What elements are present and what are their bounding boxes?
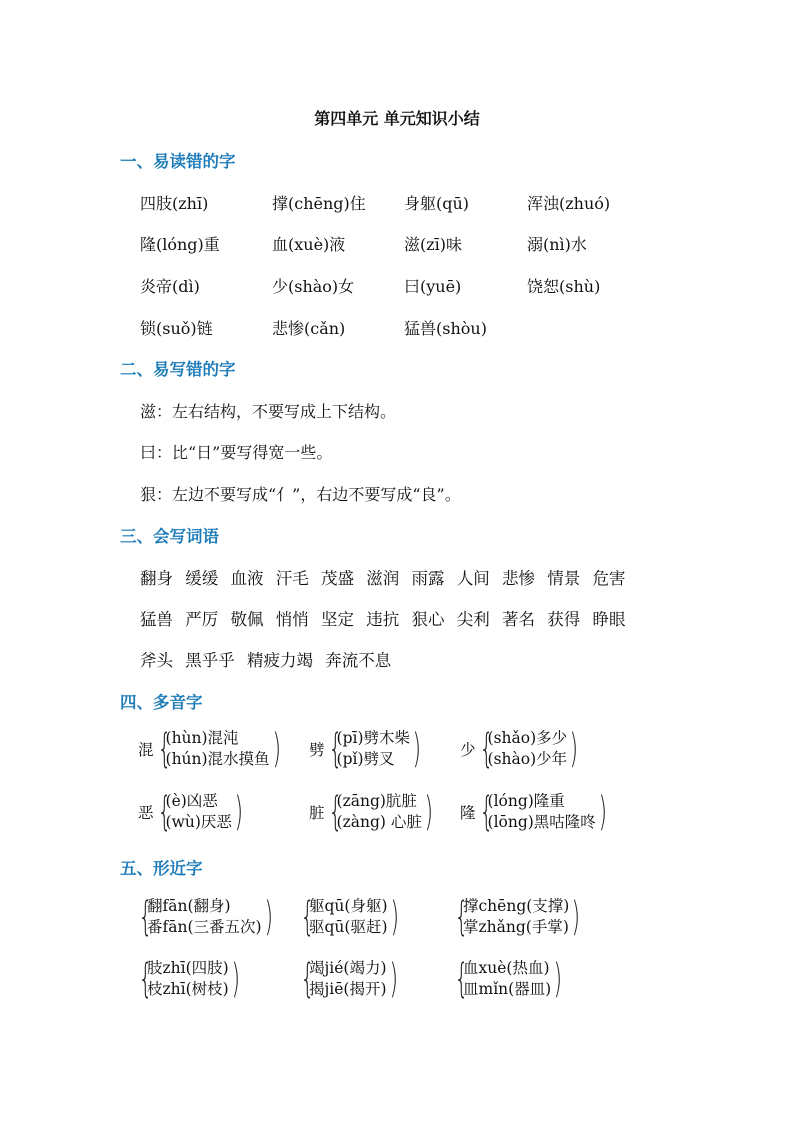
left-brace: { — [327, 789, 342, 835]
list-item: 血(xuè)液 — [272, 235, 346, 254]
left-brace: { — [156, 789, 171, 835]
similar-char-row: 翻fān(翻身) — [147, 897, 231, 915]
right-paren: ) — [412, 726, 422, 772]
list-item: 滋(zī)味 — [404, 235, 463, 254]
polyphone-reading: (zàng) 心脏 — [336, 813, 422, 831]
polyphone-reading: (hún)混水摸鱼 — [165, 750, 270, 768]
left-brace: { — [138, 894, 153, 940]
list-item: 四肢(zhī) — [140, 194, 209, 213]
left-brace: { — [478, 726, 493, 772]
polyphone-reading: (shào)少年 — [487, 750, 568, 768]
list-item: 隆(lóng)重 — [140, 235, 220, 254]
polyphone-char: 隆 — [460, 804, 476, 822]
similar-char-group — [452, 896, 580, 938]
right-paren: ) — [389, 956, 398, 1002]
similar-char-row: 揭jiē(揭开) — [309, 980, 387, 998]
right-paren: ) — [553, 956, 563, 1002]
similar-char-row: 掌zhǎng(手掌) — [463, 918, 569, 936]
list-item: 悲惨(cǎn) — [272, 319, 346, 338]
list-item: 曰(yuē) — [404, 277, 462, 296]
note-line: 狠：左边不要写成“亻”，右边不要写成“良”。 — [140, 485, 461, 504]
list-item: 猛兽(shòu) — [404, 319, 487, 338]
right-paren: ) — [598, 789, 607, 835]
polyphone-char: 恶 — [138, 804, 154, 822]
polyphone-reading: (è)凶恶 — [165, 792, 218, 810]
left-brace: { — [300, 894, 315, 940]
page-title: 第四单元 单元知识小结 — [314, 109, 480, 128]
similar-char-row: 血xuè(热血) — [463, 959, 550, 977]
polyphone-reading: (hùn)混沌 — [165, 729, 239, 747]
section-heading-similar-chars: 五、形近字 — [120, 859, 203, 878]
word-line: 翻身 缓缓 血液 汗毛 茂盛 滋润 雨露 人间 悲惨 情景 危害 — [140, 569, 626, 588]
similar-char-group — [136, 896, 273, 938]
similar-char-row: 枝zhī(树枝) — [147, 980, 229, 998]
polyphone-reading: (wù)厌恶 — [165, 813, 232, 831]
section-heading-misread: 一、易读错的字 — [120, 152, 236, 171]
list-item: 锁(suǒ)链 — [140, 319, 213, 338]
similar-char-row: 皿mǐn(器皿) — [463, 980, 552, 998]
polyphone-group — [138, 728, 281, 770]
section-heading-words: 三、会写词语 — [120, 527, 219, 546]
right-paren: ) — [424, 789, 433, 835]
similar-char-row: 番fān(三番五次) — [147, 918, 262, 936]
similar-char-group — [136, 958, 240, 1000]
list-item: 浑浊(zhuó) — [527, 194, 611, 213]
polyphone-group — [460, 791, 607, 833]
left-brace: { — [138, 956, 153, 1002]
right-paren: ) — [571, 894, 581, 940]
right-paren: ) — [231, 956, 240, 1002]
polyphone-reading: (lóng)隆重 — [487, 792, 565, 810]
note-line: 滋：左右结构，不要写成上下结构。 — [140, 402, 397, 421]
similar-char-row: 肢zhī(四肢) — [147, 959, 229, 977]
right-paren: ) — [389, 894, 399, 940]
list-item: 撑(chēng)住 — [272, 194, 366, 213]
polyphone-reading: (lōng)黑咕隆咚 — [487, 813, 596, 831]
polyphone-reading: (zāng)肮脏 — [336, 792, 417, 810]
word-line: 斧头 黑乎乎 精疲力竭 奔流不息 — [140, 651, 392, 670]
right-paren: ) — [234, 789, 243, 835]
list-item: 炎帝(dì) — [140, 277, 200, 296]
polyphone-char: 混 — [138, 741, 154, 759]
similar-char-row: 竭jié(竭力) — [309, 959, 387, 977]
polyphone-reading: (shǎo)多少 — [487, 729, 568, 747]
list-item: 溺(nì)水 — [527, 235, 587, 254]
left-brace: { — [300, 956, 315, 1002]
right-paren: ) — [272, 726, 281, 772]
polyphone-char: 少 — [460, 741, 476, 759]
similar-char-row: 驱qū(驱赶) — [309, 918, 388, 936]
left-brace: { — [156, 726, 171, 772]
section-heading-miswritten: 二、易写错的字 — [120, 360, 236, 379]
right-paren: ) — [569, 726, 579, 772]
list-item: 身躯(qū) — [404, 194, 470, 213]
section-heading-polyphones: 四、多音字 — [120, 693, 203, 712]
list-item: 饶恕(shù) — [527, 277, 601, 296]
note-line: 曰：比“日”要写得宽一些。 — [140, 443, 333, 462]
polyphone-group — [309, 791, 433, 833]
similar-char-row: 躯qū(身躯) — [309, 897, 388, 915]
left-brace: { — [327, 726, 342, 772]
left-brace: { — [454, 894, 469, 940]
list-item: 少(shào)女 — [272, 277, 355, 296]
polyphone-group — [309, 728, 421, 770]
similar-char-group — [298, 896, 399, 938]
similar-char-row: 撑chēng(支撑) — [463, 897, 570, 915]
polyphone-reading: (pǐ)劈叉 — [336, 750, 395, 768]
word-line: 猛兽 严厉 敬佩 悄悄 坚定 违抗 狠心 尖利 著名 获得 睁眼 — [140, 610, 626, 629]
polyphone-char: 劈 — [309, 741, 325, 759]
right-paren: ) — [264, 894, 273, 940]
similar-char-group — [452, 958, 562, 1000]
left-brace: { — [478, 789, 493, 835]
left-brace: { — [454, 956, 469, 1002]
polyphone-group — [460, 728, 578, 770]
polyphone-char: 脏 — [309, 804, 325, 822]
similar-char-group — [298, 958, 398, 1000]
polyphone-group — [138, 791, 243, 833]
polyphone-reading: (pī)劈木柴 — [336, 729, 410, 747]
